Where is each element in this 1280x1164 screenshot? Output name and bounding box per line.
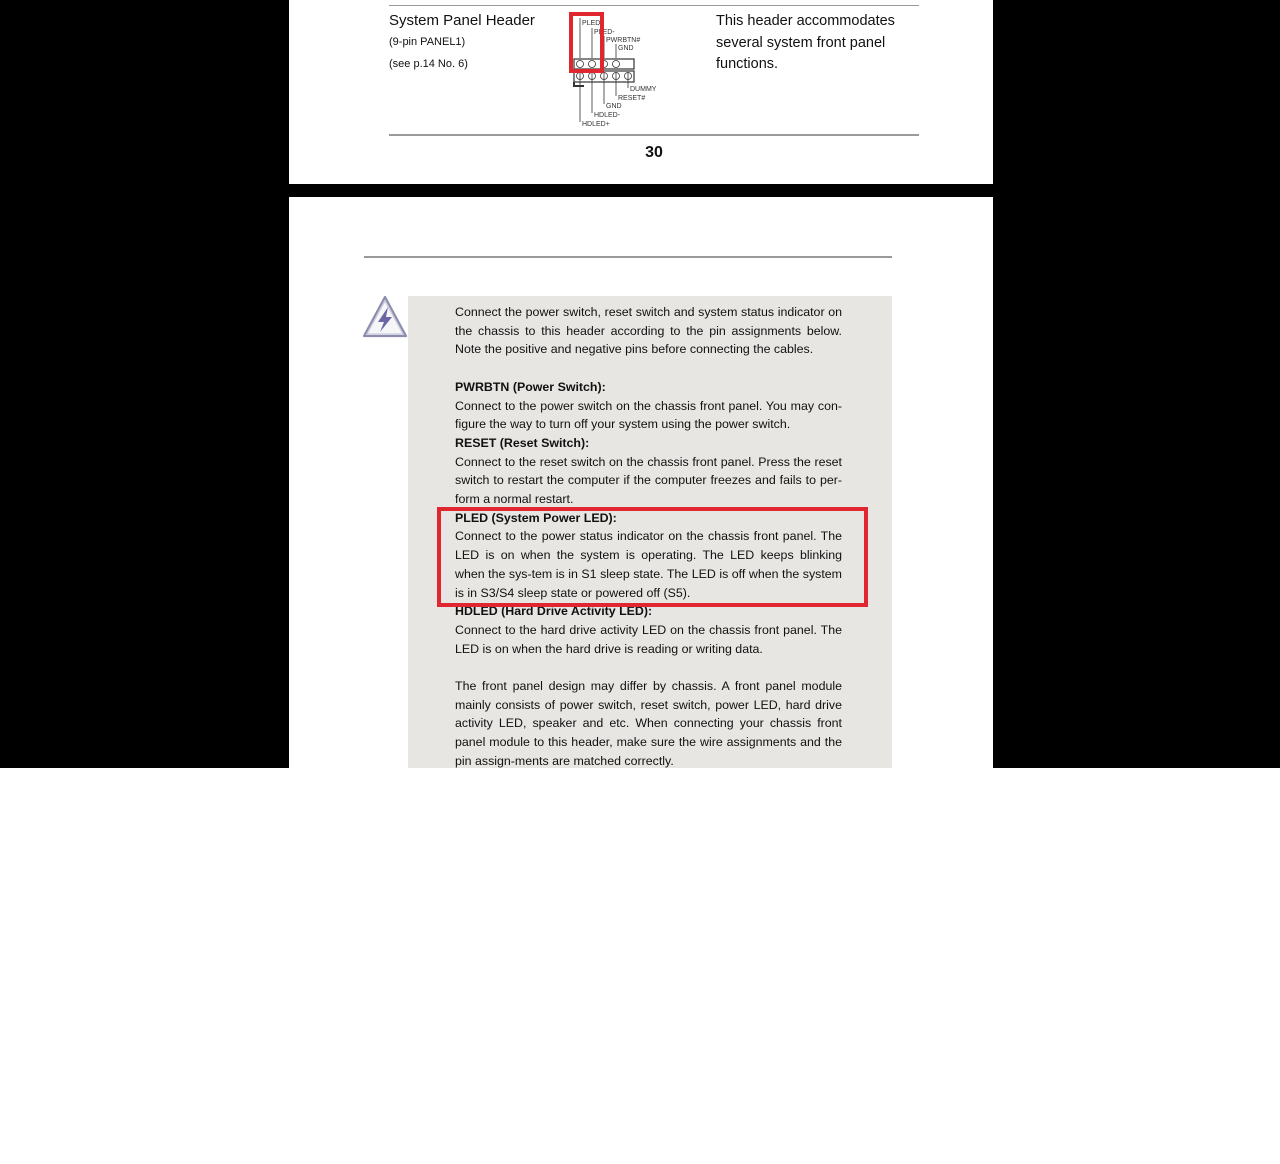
pin-label-hdled-minus: HDLED- — [594, 112, 621, 119]
panel-pin-diagram — [564, 14, 689, 130]
pin-label-gnd-top: GND — [618, 45, 634, 52]
pwrbtn-heading: PWRBTN (Power Switch): — [455, 379, 606, 394]
hdled-paragraph: Connect to the hard drive activity LED on the chassis front panel. The LED is on when the hard drive is reading or writing data. — [455, 622, 842, 656]
header-description: This header accommodates several system front panel functions. — [716, 13, 895, 72]
pled-heading: PLED (System Power LED): — [455, 510, 617, 525]
note-text — [455, 303, 842, 768]
page-number: 30 — [645, 144, 663, 161]
pled-paragraph: Connect to the power status indicator on the chassis front panel. The LED is on when the system is operating. The LED keeps blinking when the sys-tem is in S1 sleep state. The LED is off when the system is in S3/S4 sleep state or powered off (S5). — [455, 529, 842, 600]
warning-lightning-icon — [362, 295, 408, 339]
pin-label-pled-plus: PLED+ — [582, 20, 605, 27]
header-pin-count: (9-pin PANEL1) — [389, 36, 466, 48]
bottom-rule — [389, 134, 919, 136]
reset-paragraph: Connect to the reset switch on the chassis front panel. Press the reset switch to restart the computer if the computer freezes and fails to per-form a normal restart. — [455, 454, 842, 507]
closing-paragraph: The front panel design may differ by chassis. A front panel module mainly consists of power switch, reset switch, power LED, hard drive activity LED, speaker and etc. When connecting your chassis front panel module to this header, make sure the wire assignments and the pin assign-ments are matched correctly. — [455, 679, 842, 768]
pin-label-hdled-plus: HDLED+ — [582, 121, 610, 128]
pin-label-gnd-bottom: GND — [606, 103, 622, 110]
hdled-heading: HDLED (Hard Drive Activity LED): — [455, 604, 653, 619]
intro-paragraph: Connect the power switch, reset switch and system status indicator on the chassis to this header according to the pin assignments below. Note the positive and negative pins before connecting the cables. — [455, 305, 842, 357]
header-title: System Panel Header — [389, 12, 535, 29]
manual-page-31 — [289, 197, 993, 768]
header-page-reference: (see p.14 No. 6) — [389, 58, 468, 70]
pin-label-dummy: DUMMY — [630, 86, 657, 93]
top-rule — [389, 5, 919, 6]
top-rule — [364, 256, 892, 258]
manual-page-30 — [289, 0, 993, 184]
pin-label-reset: RESET# — [618, 95, 646, 102]
pwrbtn-paragraph: Connect to the power switch on the chassis front panel. You may con-figure the way to turn off your system using the power switch. — [455, 398, 842, 432]
pin-label-pled-minus: PLED- — [594, 29, 615, 36]
note-box — [408, 296, 892, 768]
pin-label-pwrbtn: PWRBTN# — [606, 37, 641, 44]
reset-heading: RESET (Reset Switch): — [455, 435, 590, 450]
